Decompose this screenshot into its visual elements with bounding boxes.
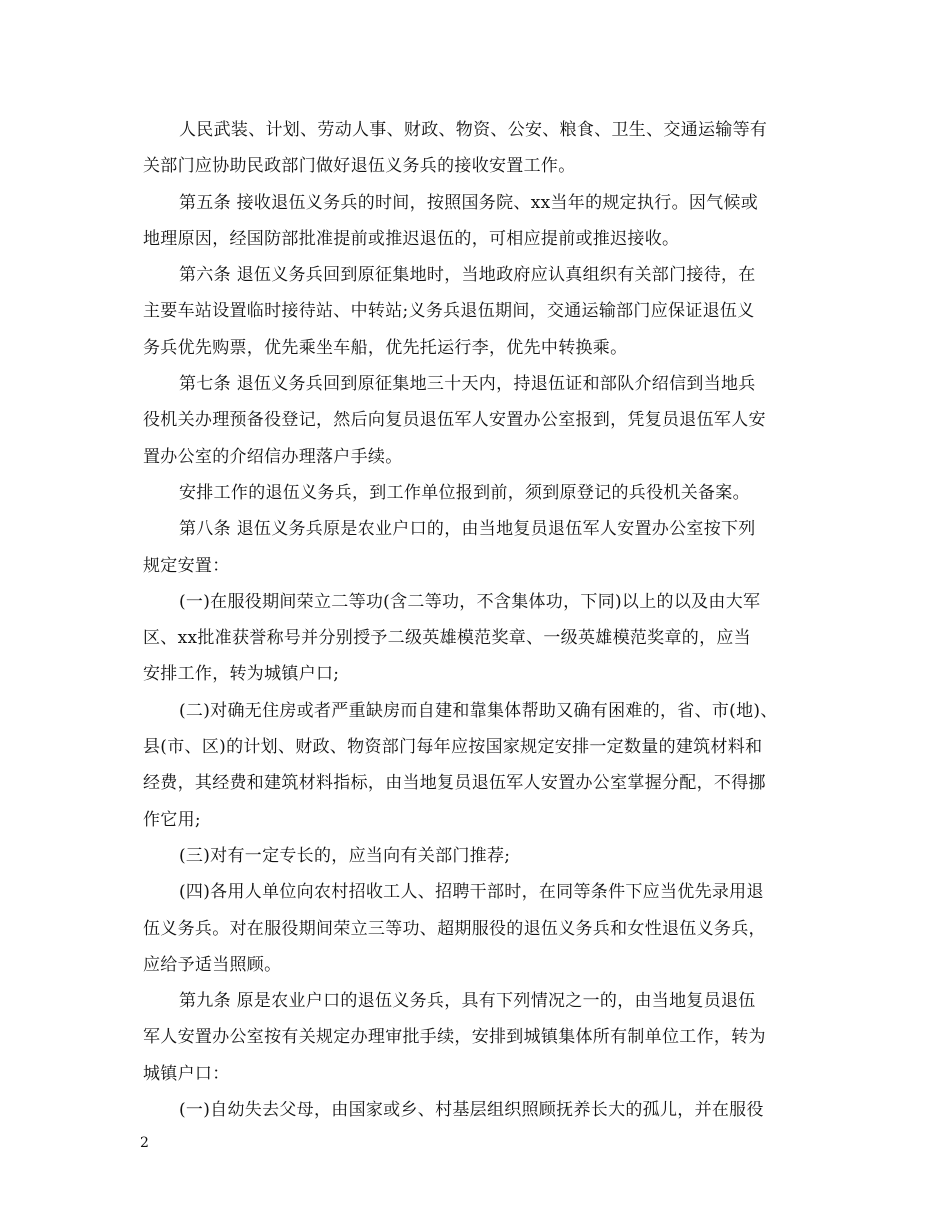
- text-line: 城镇户口：: [143, 1063, 230, 1084]
- text-line: 人民武装、计划、劳动人事、财政、物资、公安、粮食、卫生、交通运输等有: [179, 120, 768, 140]
- text-line: 第七条 退伍义务兵回到原征集地三十天内，持退伍证和部队介绍信到当地兵: [179, 374, 756, 395]
- text-line: 安排工作，转为城镇户口;: [143, 664, 340, 685]
- text-line: 置办公室的介绍信办理落户手续。: [143, 446, 403, 467]
- text-line: (四)各用人单位向农村招收工人、招聘干部时，在同等条件下应当优先录用退: [179, 882, 764, 903]
- text-line: 关部门应协助民政部门做好退伍义务兵的接收安置工作。: [143, 156, 576, 177]
- text-line: 第九条 原是农业户口的退伍义务兵，具有下列情况之一的，由当地复员退伍: [179, 991, 756, 1012]
- text-line: 县(市、区)的计划、财政、物资部门每年应按国家规定安排一定数量的建筑材料和: [143, 737, 763, 758]
- text-line: (二)对确无住房或者严重缺房而自建和靠集体帮助又确有困难的，省、市(地)、: [179, 700, 778, 721]
- text-line: (一)自幼失去父母，由国家或乡、村基层组织照顾抚养长大的孤儿，并在服役: [179, 1100, 764, 1121]
- text-line: 伍义务兵。对在服役期间荣立三等功、超期服役的退伍义务兵和女性退伍义务兵，: [143, 918, 766, 939]
- text-line: 务兵优先购票，优先乘坐车船，优先托运行李，优先中转换乘。: [143, 337, 628, 358]
- text-line: 地理原因，经国防部批准提前或推迟退伍的，可相应提前或推迟接收。: [143, 228, 680, 249]
- text-line: 区、xx批准获誉称号并分别授予二级英雄模范奖章、一级英雄模范奖章的，应当: [143, 628, 751, 649]
- text-line: 作它用;: [143, 809, 201, 830]
- text-line: 经费，其经费和建筑材料指标，由当地复员退伍军人安置办公室掌握分配，不得挪: [143, 773, 766, 794]
- text-line: 第五条 接收退伍义务兵的时间，按照国务院、xx当年的规定执行。因气候或: [179, 192, 759, 213]
- text-line: 主要车站设置临时接待站、中转站;义务兵退伍期间，交通运输部门应保证退伍义: [143, 301, 755, 322]
- text-line: (三)对有一定专长的，应当向有关部门推荐;: [179, 845, 511, 866]
- text-line: 第八条 退伍义务兵原是农业户口的，由当地复员退伍军人安置办公室按下列: [179, 519, 756, 540]
- text-line: (一)在服役期间荣立二等功(含二等功，不含集体功，下同)以上的以及由大军: [179, 591, 761, 612]
- page-number: 2: [140, 1135, 149, 1151]
- text-line: 应给予适当照顾。: [143, 954, 282, 975]
- text-line: 第六条 退伍义务兵回到原征集地时，当地政府应认真组织有关部门接待，在: [179, 265, 756, 286]
- document-body: [143, 112, 823, 1128]
- text-line: 安排工作的退伍义务兵，到工作单位报到前，须到原登记的兵役机关备案。: [179, 482, 750, 503]
- text-line: 军人安置办公室按有关规定办理审批手续，安排到城镇集体所有制单位工作，转为: [143, 1027, 766, 1048]
- text-line: 规定安置：: [143, 555, 230, 576]
- text-line: 役机关办理预备役登记，然后向复员退伍军人安置办公室报到，凭复员退伍军人安: [143, 410, 766, 431]
